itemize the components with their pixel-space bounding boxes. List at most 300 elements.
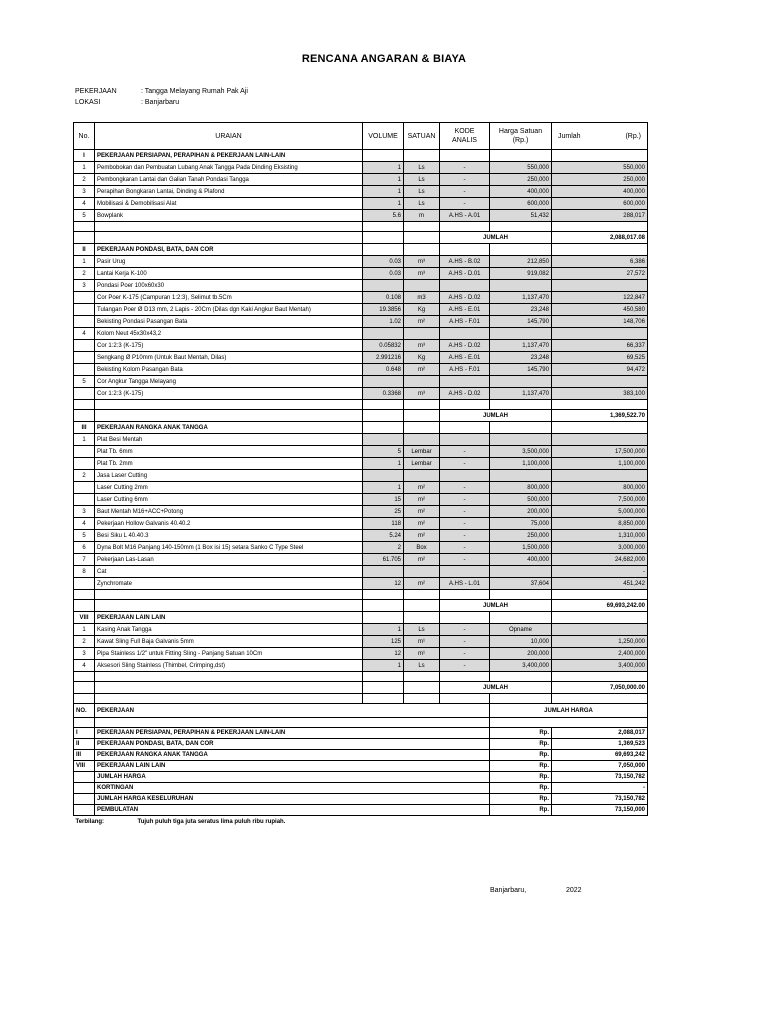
empty-cell <box>440 400 490 410</box>
summary-name: PEKERJAAN LAIN LAIN <box>95 761 490 772</box>
item-jumlah: 94,472 <box>552 364 648 376</box>
item-volume: 12 <box>363 648 404 660</box>
summary-name: PEKERJAAN PERSIAPAN, PERAPIHAN & PEKERJAAN LAIN-LAIN <box>95 728 490 739</box>
item-no: 2 <box>74 636 95 648</box>
item-satuan: m³ <box>404 340 440 352</box>
item-volume: 15 <box>363 494 404 506</box>
item-kode: - <box>440 446 490 458</box>
item-kode: - <box>440 186 490 198</box>
empty-cell <box>95 232 363 244</box>
item-harga: 75,000 <box>490 518 552 530</box>
item-jumlah <box>552 328 648 340</box>
item-harga: 200,000 <box>490 506 552 518</box>
empty-cell <box>363 672 404 682</box>
item-no <box>74 482 95 494</box>
item-no: 4 <box>74 328 95 340</box>
item-kode: - <box>440 174 490 186</box>
header-jumlah <box>552 123 648 150</box>
item-uraian: Plat Tb. 6mm <box>95 446 363 458</box>
item-no: 4 <box>74 660 95 672</box>
empty-cell <box>95 590 363 600</box>
item-kode: A.HS - B.02 <box>440 256 490 268</box>
page-title: RENCANA ANGARAN & BIAYA <box>301 53 467 65</box>
item-uraian: Tulangan Poer Ø D13 mm, 2 Lapis - 20Cm (Dilas dgn Kaki Angkur Baut Mentah) <box>95 304 363 316</box>
item-no <box>74 458 95 470</box>
item-volume: 0.3368 <box>363 388 404 400</box>
subtotal-value: 2,088,017.08 <box>552 232 648 244</box>
item-harga: 145,790 <box>490 316 552 328</box>
empty-cell <box>404 682 440 694</box>
empty-cell <box>363 600 404 612</box>
project-info-lokasi <box>75 99 179 106</box>
item-volume: 5 <box>363 446 404 458</box>
item-no: 5 <box>74 210 95 222</box>
item-no <box>74 304 95 316</box>
table-row <box>74 186 648 198</box>
item-satuan: m³ <box>404 256 440 268</box>
terbilang-value: Tujuh puluh tiga juta seratus lima puluh ribu rupiah. <box>137 819 286 825</box>
item-uraian: Aksesori Sling Stainless (Thimbel, Crimping,dst) <box>95 660 363 672</box>
header-jumlah-label: Jumlah <box>558 132 581 140</box>
item-volume <box>363 566 404 578</box>
summary-jumlah-label: JUMLAH HARGA <box>490 704 648 718</box>
empty-cell <box>440 694 490 704</box>
item-satuan <box>404 328 440 340</box>
empty-cell <box>440 612 490 624</box>
table-row <box>74 174 648 186</box>
subtotal-label: JUMLAH <box>440 410 552 422</box>
item-harga: 1,500,000 <box>490 542 552 554</box>
header-harga-line1: Harga Satuan <box>498 128 543 135</box>
empty-cell <box>74 400 95 410</box>
empty-cell <box>95 672 363 682</box>
item-volume <box>363 280 404 292</box>
empty-cell <box>440 222 490 232</box>
spacer-row <box>74 590 648 600</box>
item-uraian: Zynchromate <box>95 578 363 590</box>
item-satuan: Lembar <box>404 458 440 470</box>
item-volume: 1 <box>363 186 404 198</box>
item-harga: 212,850 <box>490 256 552 268</box>
empty-cell <box>404 672 440 682</box>
empty-cell <box>490 222 552 232</box>
empty-cell <box>95 718 490 728</box>
subtotal-row <box>74 682 648 694</box>
empty-cell <box>552 612 648 624</box>
item-volume: 0.108 <box>363 292 404 304</box>
item-satuan: m² <box>404 530 440 542</box>
item-harga: 250,000 <box>490 174 552 186</box>
lokasi-label: LOKASI <box>75 99 101 106</box>
summary-no-label: NO. <box>74 704 95 718</box>
total-row <box>74 805 648 816</box>
item-satuan: m¹ <box>404 636 440 648</box>
table-row <box>74 376 648 388</box>
total-row <box>74 794 648 805</box>
item-jumlah: - <box>552 566 648 578</box>
table-header <box>74 123 648 150</box>
item-jumlah: 1,250,000 <box>552 636 648 648</box>
item-harga: 250,000 <box>490 530 552 542</box>
item-kode: - <box>440 554 490 566</box>
item-harga: 600,000 <box>490 198 552 210</box>
empty-cell <box>490 590 552 600</box>
empty-cell <box>552 222 648 232</box>
item-no <box>74 446 95 458</box>
item-kode <box>440 470 490 482</box>
item-volume: 1 <box>363 482 404 494</box>
table-row <box>74 256 648 268</box>
empty-cell <box>440 422 490 434</box>
empty-cell <box>74 718 95 728</box>
item-no <box>74 364 95 376</box>
empty-cell <box>95 694 363 704</box>
table-row <box>74 506 648 518</box>
empty-cell <box>74 410 95 422</box>
item-satuan: m <box>404 210 440 222</box>
subtotal-value: 69,693,242.00 <box>552 600 648 612</box>
item-satuan <box>404 434 440 446</box>
summary-rp: Rp. <box>490 739 552 750</box>
item-no: 4 <box>74 198 95 210</box>
item-satuan: Kg <box>404 304 440 316</box>
item-harga <box>490 434 552 446</box>
item-no: 6 <box>74 542 95 554</box>
empty-cell <box>404 222 440 232</box>
item-volume: 1.02 <box>363 316 404 328</box>
section-title: PEKERJAAN PONDASI, BATA, DAN COR <box>95 244 363 256</box>
item-volume: 0.648 <box>363 364 404 376</box>
item-uraian: Pipa Stainless 1/2" untuk Fitting Sling - Panjang Satuan 10Cm <box>95 648 363 660</box>
summary-row <box>74 761 648 772</box>
total-rp: Rp. <box>490 805 552 816</box>
table-row <box>74 518 648 530</box>
item-satuan: m³ <box>404 388 440 400</box>
item-jumlah: 288,017 <box>552 210 648 222</box>
subtotal-value: 1,369,522.70 <box>552 410 648 422</box>
total-value: 73,150,782 <box>552 772 648 783</box>
total-name: JUMLAH HARGA KESELURUHAN <box>95 794 490 805</box>
empty-cell <box>404 600 440 612</box>
item-kode <box>440 328 490 340</box>
item-harga: 550,000 <box>490 162 552 174</box>
item-uraian: Kawat Sling Full Baja Galvanis 5mm <box>95 636 363 648</box>
item-harga <box>490 566 552 578</box>
section-title: PEKERJAAN RANGKA ANAK TANGGA <box>95 422 363 434</box>
item-uraian: Kolom Neut 45x30x43,2 <box>95 328 363 340</box>
empty-cell <box>363 232 404 244</box>
empty-cell <box>490 612 552 624</box>
item-jumlah: 600,000 <box>552 198 648 210</box>
table-row <box>74 352 648 364</box>
item-kode <box>440 280 490 292</box>
item-uraian: Bowplank <box>95 210 363 222</box>
item-volume: 2 <box>363 542 404 554</box>
table-row <box>74 554 648 566</box>
empty-cell <box>95 682 363 694</box>
item-volume: 118 <box>363 518 404 530</box>
summary-row <box>74 728 648 739</box>
empty-cell <box>490 718 648 728</box>
item-harga <box>490 280 552 292</box>
table-row <box>74 542 648 554</box>
item-jumlah: 400,000 <box>552 186 648 198</box>
empty-cell <box>404 422 440 434</box>
item-satuan: m² <box>404 506 440 518</box>
table-row <box>74 530 648 542</box>
item-jumlah: 122,847 <box>552 292 648 304</box>
total-rp: Rp. <box>490 772 552 783</box>
signature-year: 2022 <box>566 887 582 894</box>
item-kode: - <box>440 542 490 554</box>
pekerjaan-value: : Tangga Melayang Rumah Pak Aji <box>141 88 248 95</box>
budget-table <box>73 122 648 828</box>
item-jumlah: 5,000,000 <box>552 506 648 518</box>
item-harga: 1,137,470 <box>490 292 552 304</box>
empty-cell <box>95 600 363 612</box>
subtotal-row <box>74 410 648 422</box>
item-satuan: Kg <box>404 352 440 364</box>
summary-name: PEKERJAAN PONDASI, BATA, DAN COR <box>95 739 490 750</box>
item-kode: - <box>440 530 490 542</box>
item-no <box>74 388 95 400</box>
item-jumlah <box>552 470 648 482</box>
lokasi-value: : Banjarbaru <box>141 99 180 106</box>
item-harga: 10,000 <box>490 636 552 648</box>
item-no <box>74 578 95 590</box>
item-jumlah <box>552 280 648 292</box>
item-volume: 1 <box>363 162 404 174</box>
item-uraian: Lantai Kerja K-100 <box>95 268 363 280</box>
total-name: PEMBULATAN <box>95 805 490 816</box>
table-row <box>74 482 648 494</box>
item-harga: 23,248 <box>490 304 552 316</box>
item-harga: 200,000 <box>490 648 552 660</box>
item-satuan: Box <box>404 542 440 554</box>
item-satuan: m² <box>404 482 440 494</box>
spacer-row <box>74 222 648 232</box>
subtotal-label: JUMLAH <box>440 682 552 694</box>
item-volume: 5.6 <box>363 210 404 222</box>
header-no: No. <box>74 123 95 150</box>
item-kode: - <box>440 506 490 518</box>
item-harga: Opname <box>490 624 552 636</box>
empty-cell <box>404 694 440 704</box>
empty-cell <box>363 410 404 422</box>
empty-cell <box>490 244 552 256</box>
empty-cell <box>552 244 648 256</box>
item-kode: - <box>440 648 490 660</box>
item-jumlah: 148,706 <box>552 316 648 328</box>
item-volume <box>363 328 404 340</box>
item-jumlah: 8,850,000 <box>552 518 648 530</box>
summary-row <box>74 750 648 761</box>
item-harga: 400,000 <box>490 554 552 566</box>
empty-cell <box>552 590 648 600</box>
total-value: 73,150,782 <box>552 794 648 805</box>
summary-value: 69,693,242 <box>552 750 648 761</box>
item-jumlah: 69,525 <box>552 352 648 364</box>
item-satuan: Ls <box>404 660 440 672</box>
empty-cell <box>74 682 95 694</box>
empty-cell <box>363 422 404 434</box>
item-jumlah: 7,500,000 <box>552 494 648 506</box>
empty-cell <box>363 590 404 600</box>
summary-header <box>74 704 648 718</box>
empty-cell <box>363 682 404 694</box>
empty-cell <box>363 222 404 232</box>
table-row <box>74 364 648 376</box>
item-satuan: m² <box>404 494 440 506</box>
summary-no: III <box>74 750 95 761</box>
total-row <box>74 772 648 783</box>
table-row <box>74 162 648 174</box>
item-volume <box>363 376 404 388</box>
empty-cell <box>95 400 363 410</box>
summary-rp: Rp. <box>490 728 552 739</box>
item-satuan <box>404 566 440 578</box>
item-satuan: m² <box>404 518 440 530</box>
item-uraian: Plat Tb. 2mm <box>95 458 363 470</box>
terbilang-label: Terbilang: <box>75 819 105 825</box>
table-row <box>74 292 648 304</box>
empty-cell <box>552 150 648 162</box>
item-no: 5 <box>74 376 95 388</box>
table-row <box>74 316 648 328</box>
section-row <box>74 150 648 162</box>
item-volume: 5.24 <box>363 530 404 542</box>
table-row <box>74 268 648 280</box>
summary-no: II <box>74 739 95 750</box>
empty-cell <box>552 422 648 434</box>
item-no: 8 <box>74 566 95 578</box>
section-row <box>74 612 648 624</box>
header-kode-line2: ANALIS <box>452 137 477 144</box>
empty-cell <box>74 794 95 805</box>
item-uraian: Laser Cutting 2mm <box>95 482 363 494</box>
spacer-row <box>74 672 648 682</box>
item-no: 3 <box>74 186 95 198</box>
item-harga: 51,432 <box>490 210 552 222</box>
item-jumlah: 17,500,000 <box>552 446 648 458</box>
table-row <box>74 458 648 470</box>
item-satuan: Lembar <box>404 446 440 458</box>
item-no <box>74 316 95 328</box>
item-satuan: Ls <box>404 162 440 174</box>
header-uraian: URAIAN <box>95 123 363 150</box>
table-row <box>74 494 648 506</box>
item-uraian: Cat <box>95 566 363 578</box>
item-satuan: m¹ <box>404 648 440 660</box>
section-row <box>74 422 648 434</box>
item-harga: 3,500,000 <box>490 446 552 458</box>
empty-cell <box>74 694 95 704</box>
summary-value: 7,050,000 <box>552 761 648 772</box>
item-uraian: Cor Angkur Tangga Melayang <box>95 376 363 388</box>
item-kode: A.HS - D.02 <box>440 388 490 400</box>
item-jumlah <box>552 376 648 388</box>
item-kode: - <box>440 162 490 174</box>
item-volume: 0.03 <box>363 268 404 280</box>
item-jumlah: 2,400,000 <box>552 648 648 660</box>
table-row <box>74 624 648 636</box>
item-satuan: m² <box>404 364 440 376</box>
item-uraian: Cor Poer K-175 (Campuran 1:2:3), Selimut tb.5Cm <box>95 292 363 304</box>
item-volume: 1 <box>363 660 404 672</box>
item-volume: 1 <box>363 198 404 210</box>
item-jumlah <box>552 624 648 636</box>
item-no <box>74 340 95 352</box>
item-kode: A.HS - L.01 <box>440 578 490 590</box>
item-volume: 1 <box>363 458 404 470</box>
item-uraian: Mobilisasi & Demobilisasi Alat <box>95 198 363 210</box>
item-harga: 1,100,000 <box>490 458 552 470</box>
item-kode: - <box>440 518 490 530</box>
item-uraian: Laser Cutting 6mm <box>95 494 363 506</box>
empty-cell <box>440 244 490 256</box>
table-row <box>74 660 648 672</box>
item-jumlah: 66,337 <box>552 340 648 352</box>
total-name: KORTINGAN <box>95 783 490 794</box>
item-volume <box>363 470 404 482</box>
summary-name: PEKERJAAN RANGKA ANAK TANGGA <box>95 750 490 761</box>
item-no <box>74 292 95 304</box>
header-satuan: SATUAN <box>404 123 440 150</box>
subtotal-label: JUMLAH <box>440 232 552 244</box>
item-kode: A.HS - D.01 <box>440 268 490 280</box>
empty-cell <box>552 400 648 410</box>
item-no <box>74 352 95 364</box>
item-no: 1 <box>74 256 95 268</box>
item-satuan: Ls <box>404 198 440 210</box>
empty-cell <box>363 694 404 704</box>
item-uraian: Sengkang Ø P10mm (Untuk Baut Mentah, Dilas) <box>95 352 363 364</box>
table-row <box>74 328 648 340</box>
item-satuan <box>404 376 440 388</box>
item-harga: 1,137,470 <box>490 340 552 352</box>
empty-cell <box>95 222 363 232</box>
header-harga-line2: (Rp.) <box>512 137 529 144</box>
item-jumlah: 450,580 <box>552 304 648 316</box>
empty-cell <box>74 590 95 600</box>
section-no: VIII <box>74 612 95 624</box>
item-kode: A.HS - E.01 <box>440 352 490 364</box>
item-volume: 25 <box>363 506 404 518</box>
summary-rp: Rp. <box>490 750 552 761</box>
empty-cell <box>74 805 95 816</box>
item-volume: 61.705 <box>363 554 404 566</box>
table-row <box>74 340 648 352</box>
item-satuan <box>404 470 440 482</box>
item-harga: 919,082 <box>490 268 552 280</box>
pekerjaan-label: PEKERJAAN <box>75 88 117 95</box>
empty-cell <box>440 150 490 162</box>
item-satuan: Ls <box>404 174 440 186</box>
item-no: 4 <box>74 518 95 530</box>
empty-cell <box>490 672 552 682</box>
item-no: 3 <box>74 648 95 660</box>
item-uraian: Pekerjaan Las-Lasan <box>95 554 363 566</box>
total-row <box>74 783 648 794</box>
empty-cell <box>363 400 404 410</box>
item-volume: 125 <box>363 636 404 648</box>
item-satuan: m3 <box>404 292 440 304</box>
item-kode: - <box>440 494 490 506</box>
item-satuan <box>404 280 440 292</box>
item-jumlah: 6,386 <box>552 256 648 268</box>
table-row <box>74 198 648 210</box>
empty-cell <box>74 222 95 232</box>
